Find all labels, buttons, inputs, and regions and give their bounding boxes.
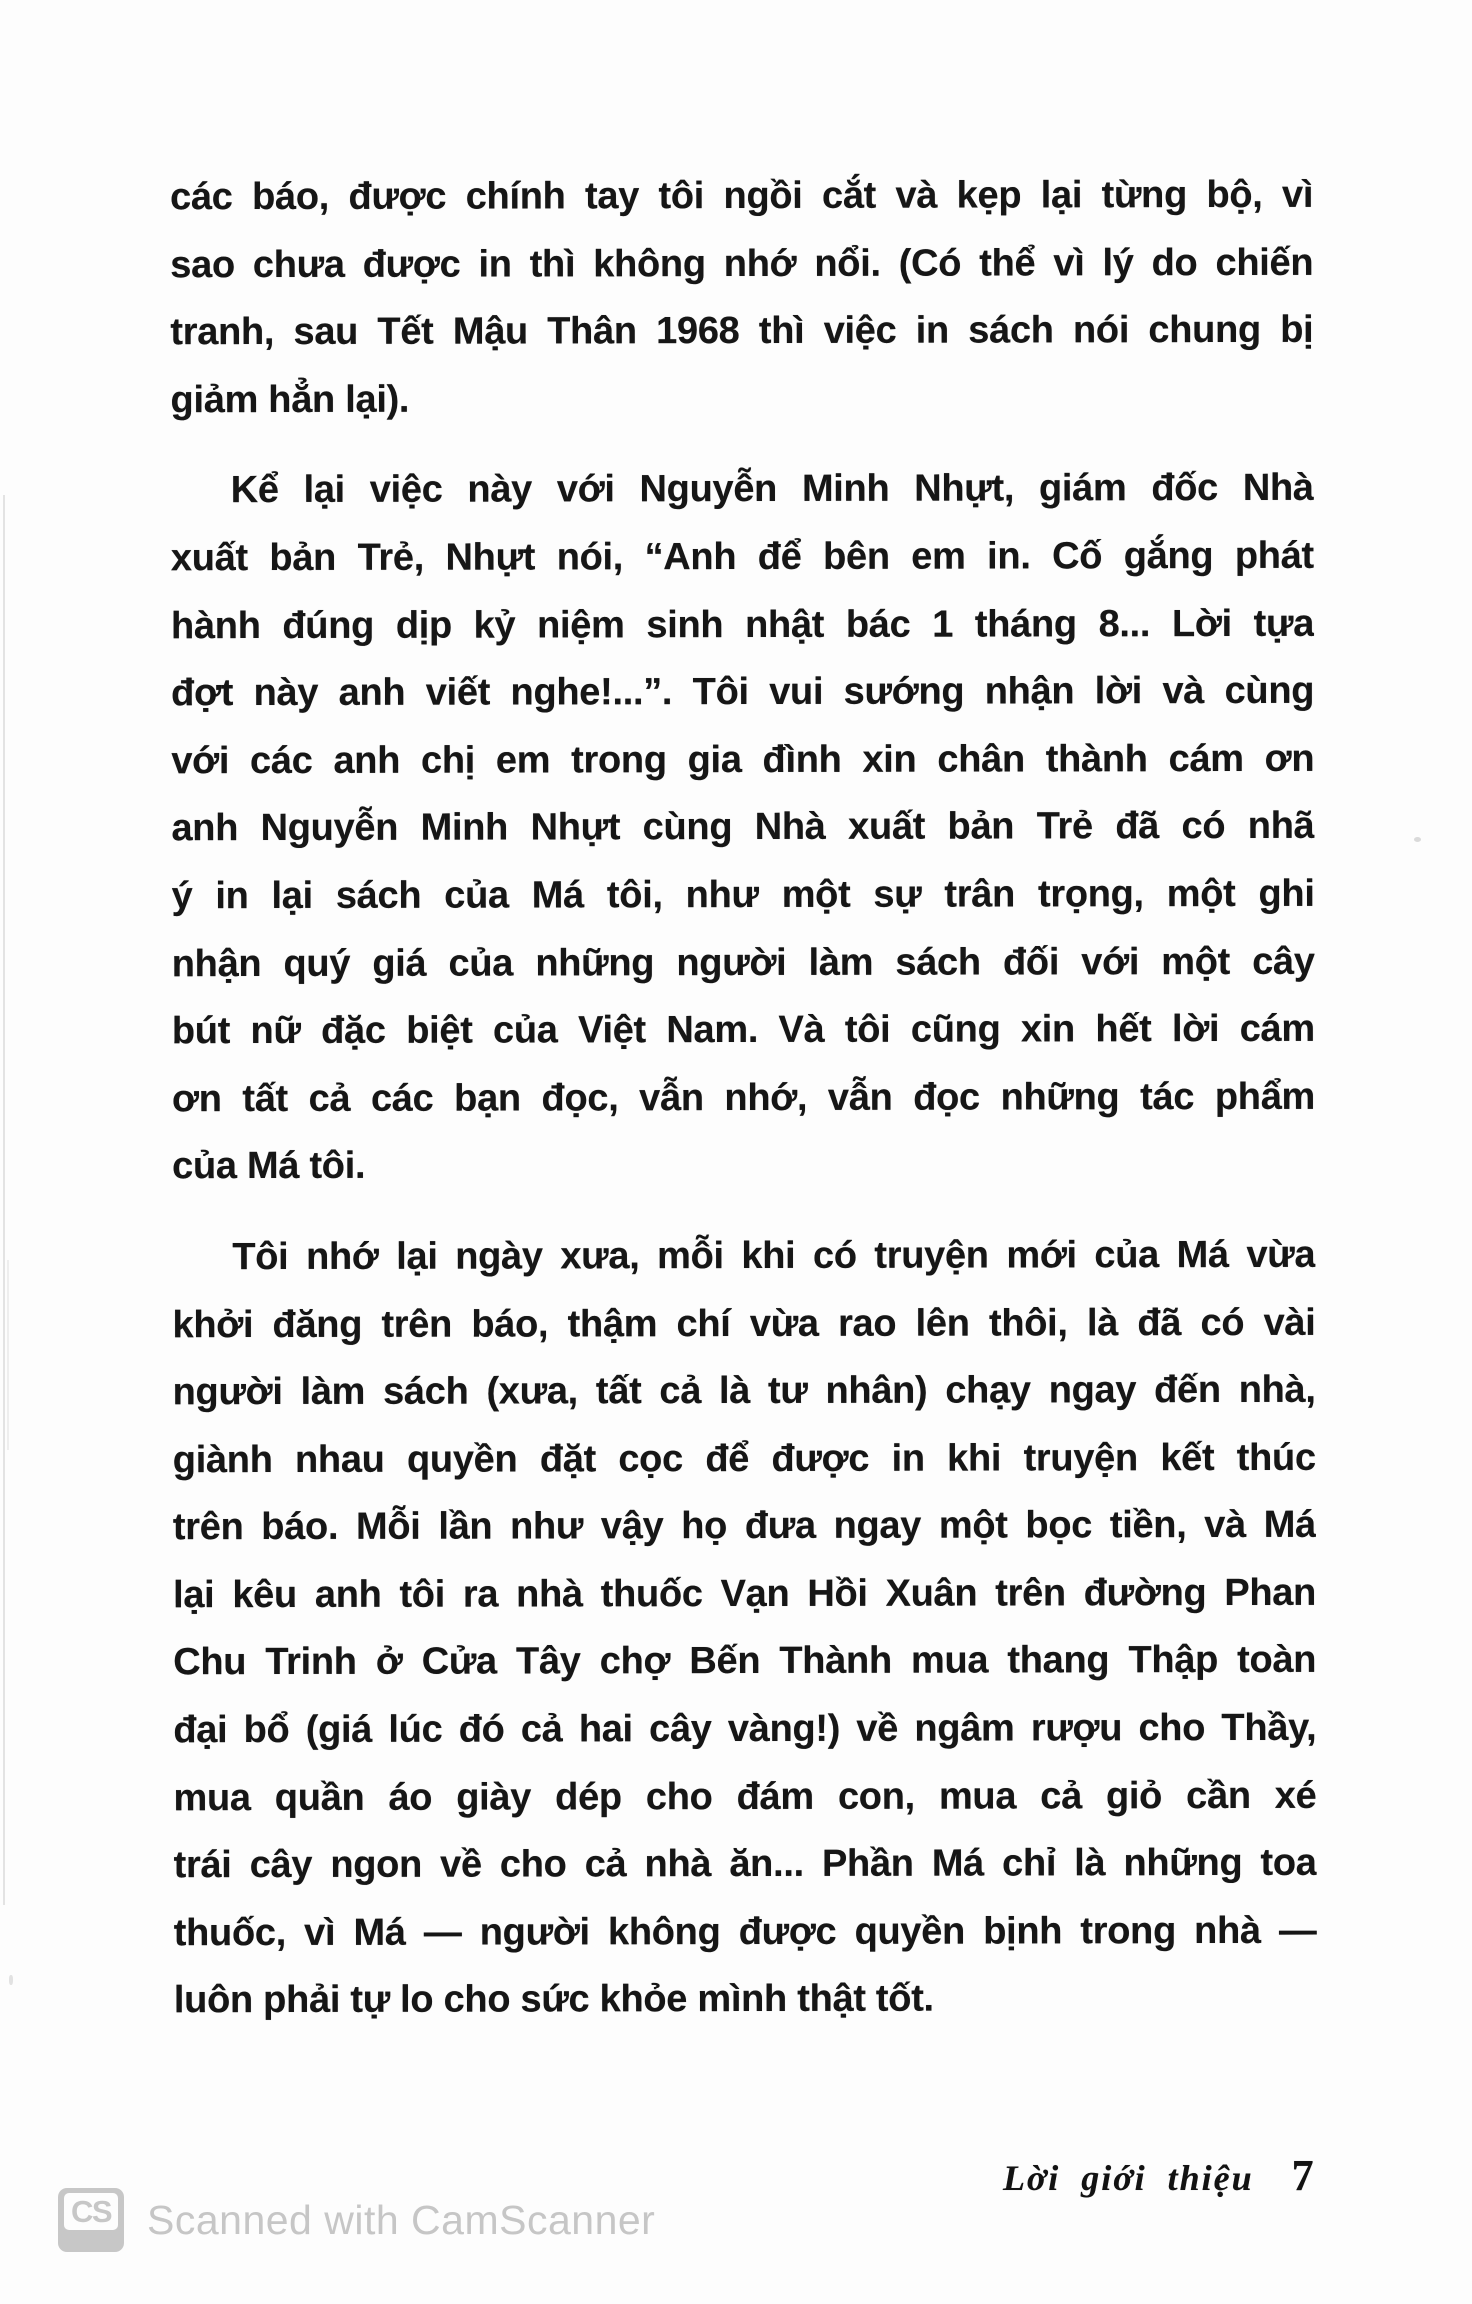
camscanner-watermark xyxy=(58,2188,655,2252)
paragraph xyxy=(171,455,1316,1201)
text-line: hành đúng dịp kỷ niệm sinh nhật bác 1 tháng 8... Lời tựa xyxy=(170,602,1315,647)
text-line: với các anh chị em trong gia đình xin chân thành cám ơn xyxy=(171,737,1315,782)
text-line: tranh, sau Tết Mậu Thân 1968 thì việc in sách nói chung bị xyxy=(170,308,1314,354)
text-line: xuất bản Trẻ, Nhựt nói, “Anh để bên em in. Cố gắng phát xyxy=(170,534,1314,580)
text-line: Kể lại việc này với Nguyễn Minh Nhựt, giám đốc Nhà xyxy=(230,467,1314,512)
text-line: thuốc, vì Má — người không được quyền bịnh trong nhà — xyxy=(173,1909,1317,1955)
scan-artifact-edge-line xyxy=(7,1260,9,1450)
text-line: bút nữ đặc biệt của Việt Nam. Và tôi cũng xin hết lời cám xyxy=(171,1007,1315,1053)
camscanner-logo-inner xyxy=(64,2193,118,2230)
text-line: đại bổ (giá lúc đó cả hai cây vàng!) về ngâm rượu cho Thầy, xyxy=(173,1706,1317,1752)
text-line: trái cây ngon về cho cả nhà ăn... Phần Má chỉ là những toa xyxy=(173,1842,1317,1887)
text-line: người làm sách (xưa, tất cả là tư nhân) chạy ngay đến nhà, xyxy=(172,1368,1316,1414)
text-line: của Má tôi. xyxy=(172,1145,366,1188)
scan-artifact-speck xyxy=(9,1975,13,1985)
text-line: các báo, được chính tay tôi ngồi cắt và kẹp lại từng bộ, vì xyxy=(170,173,1314,219)
footer-section-title: Lời giới thiệu xyxy=(1003,2158,1254,2198)
text-block xyxy=(170,162,1317,2035)
text-line: ý in lại sách của Má tôi, như một sự trân trọng, một ghi xyxy=(171,872,1315,918)
text-line: Tôi nhớ lại ngày xưa, mỗi khi có truyện mới của Má vừa xyxy=(232,1233,1316,1278)
camscanner-logo-icon xyxy=(58,2188,124,2252)
scan-artifact-speck xyxy=(1414,837,1421,842)
text-line: ơn tất cả các bạn đọc, vẫn nhớ, vẫn đọc những tác phẩm xyxy=(171,1075,1316,1120)
text-line: giảm hẳn lại). xyxy=(170,378,410,421)
text-line: mua quần áo giày dép cho đám con, mua cả giỏ cần xé xyxy=(173,1774,1317,1819)
text-line: luôn phải tự lo cho sức khỏe mình thật tốt. xyxy=(173,1978,934,2022)
text-line: sao chưa được in thì không nhớ nổi. (Có thể vì lý do chiến xyxy=(170,241,1314,286)
text-line: Chu Trinh ở Cửa Tây chợ Bến Thành mua thang Thập toàn xyxy=(173,1639,1317,1684)
text-line: anh Nguyễn Minh Nhựt cùng Nhà xuất bản Trẻ đã có nhã xyxy=(171,805,1315,850)
paragraph xyxy=(172,1222,1317,2036)
footer xyxy=(1003,2150,1314,2201)
text-line: giành nhau quyền đặt cọc để được in khi truyện kết thúc xyxy=(172,1436,1316,1481)
text-line: lại kêu anh tôi ra nhà thuốc Vạn Hồi Xuân trên đường Phan xyxy=(172,1571,1317,1617)
footer-page-number: 7 xyxy=(1291,2151,1314,2200)
text-line: đợt này anh viết nghe!...”. Tôi vui sướng nhận lời và cùng xyxy=(171,669,1315,715)
camscanner-watermark-label: Scanned with CamScanner xyxy=(147,2196,656,2243)
camscanner-logo-letters: CS xyxy=(70,2194,112,2229)
text-line: khởi đăng trên báo, thậm chí vừa rao lên thôi, là đã có vài xyxy=(172,1301,1316,1346)
paragraph xyxy=(170,162,1314,435)
scan-artifact-edge-line xyxy=(3,495,5,1905)
text-line: trên báo. Mỗi lần như vậy họ đưa ngay một bọc tiền, và Má xyxy=(172,1504,1316,1549)
text-line: nhận quý giá của những người làm sách đối với một cây xyxy=(171,940,1315,985)
